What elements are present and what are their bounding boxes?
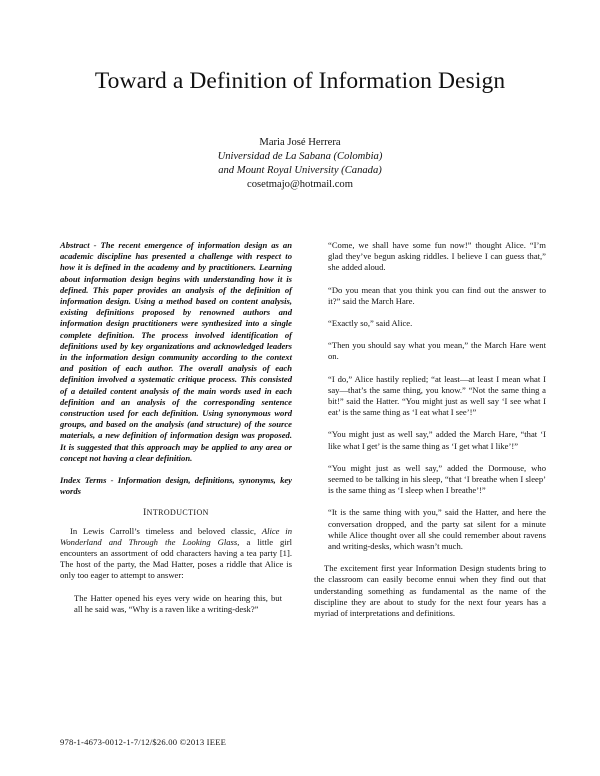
- affiliation-1: Universidad de La Sabana (Colombia): [217, 151, 383, 162]
- quote-paragraph: “Do you mean that you think you can find out the answer to it?” said the March Hare.: [328, 284, 546, 306]
- section-heading-rest: NTRODUCTION: [146, 508, 209, 518]
- quote-paragraph: “It is the same thing with you,” said the Hatter, and here the conversation dropped, and the party sat silent for a minute while Alice thought over all she could remember about ravens and writing-desks, which wasn’t much.: [328, 507, 546, 552]
- quote-paragraph: “I do,” Alice hastily replied; “at least—at least I mean what I say—that’s the same thing, you know.” “Not the same thing a bit!” said the Hatter. “You might just as well say ‘I see what I eat’ is the same thing as ‘I eat what I see’!”: [328, 373, 546, 418]
- author-email: cosetmajo@hotmail.com: [247, 179, 353, 190]
- author-name: Maria José Herrera: [259, 137, 341, 148]
- quote-paragraph: “Exactly so,” said Alice.: [328, 318, 413, 329]
- section-heading-introduction: [60, 507, 292, 519]
- intro-text-a: In Lewis Carroll’s timeless and beloved classic,: [70, 525, 262, 536]
- paper-title: Toward a Definition of Information Design: [94, 68, 506, 94]
- copyright-footer: 978-1-4673-0012-1-7/12/$26.00 ©2013 IEEE: [60, 737, 227, 747]
- index-terms: Index Terms - Information design, definitions, synonyms, key words: [60, 475, 292, 497]
- intro-paragraph: [60, 526, 292, 582]
- book-title: Alice in Wonderland and Through the Looking Glass: [60, 525, 292, 547]
- quote-paragraph: “Come, we shall have some fun now!” thought Alice. “I’m glad they’ve begun asking riddles. I believe I can guess that,” she added aloud.: [328, 240, 546, 273]
- intro-text-b: , a little girl encounters an assortment of odd characters having a tea party [1]. The host of the party, the Mad Hatter, poses a riddle that Alice is only too eager to attempt to answer:: [60, 536, 292, 581]
- quote-paragraph: “You might just as well say,” added the Dormouse, who seemed to be talking in his sleep, “that ‘I breathe when I sleep’ is the same thing as ‘I sleep when I breathe’!”: [328, 462, 546, 496]
- quote-paragraph: “You might just as well say,” added the March Hare, “that ‘I like what I get’ is the same thing as ‘I get what I like’!”: [328, 429, 546, 451]
- affiliation-2: and Mount Royal University (Canada): [218, 165, 382, 176]
- quote-paragraph: “Then you should say what you mean,” the March Hare went on.: [328, 340, 546, 362]
- abstract: Abstract - The recent emergence of information design as an academic discipline has presented a challenge with respect to how it is defined in the academy and by practitioners. Learning about information design begins with understanding how it is defined. This paper provides an analysis of the definition of information design. Using a method based on content analysis, existing definitions proposed by renowned authors and information design practitioners were synthesized into a single complete definition. The process involved identification of definitions used by key organizations and acknowledged leaders in the information design community according to the context and position of each author. The overall analysis of each definition involved a systematic critique process. This consisted of a detailed content analysis of the main words used in each definition and an analysis of the corresponding sentence construction used for each definition. Using synonymous word groups, and based on the analysis (and structure) of the source materials, a new definition of information design was proposed. It is suggested that this approach may be applied to any area or concept not having a clear definition.: [60, 240, 292, 463]
- author-block: [0, 136, 600, 192]
- body-paragraph: The excitement first year Information Design students bring to the classroom can easily become ennui when they find out that understanding something as fundamental as the name of the discipline they are about to study for the next four years has a myriad of interpretations and definitions.: [314, 563, 546, 619]
- left-column: [60, 240, 292, 615]
- quote-hatter: The Hatter opened his eyes very wide on hearing this, but all he said was, “Why is a raven like a writing-desk?”: [74, 592, 282, 614]
- section-heading-initial: I: [143, 508, 147, 519]
- right-column: [314, 240, 546, 619]
